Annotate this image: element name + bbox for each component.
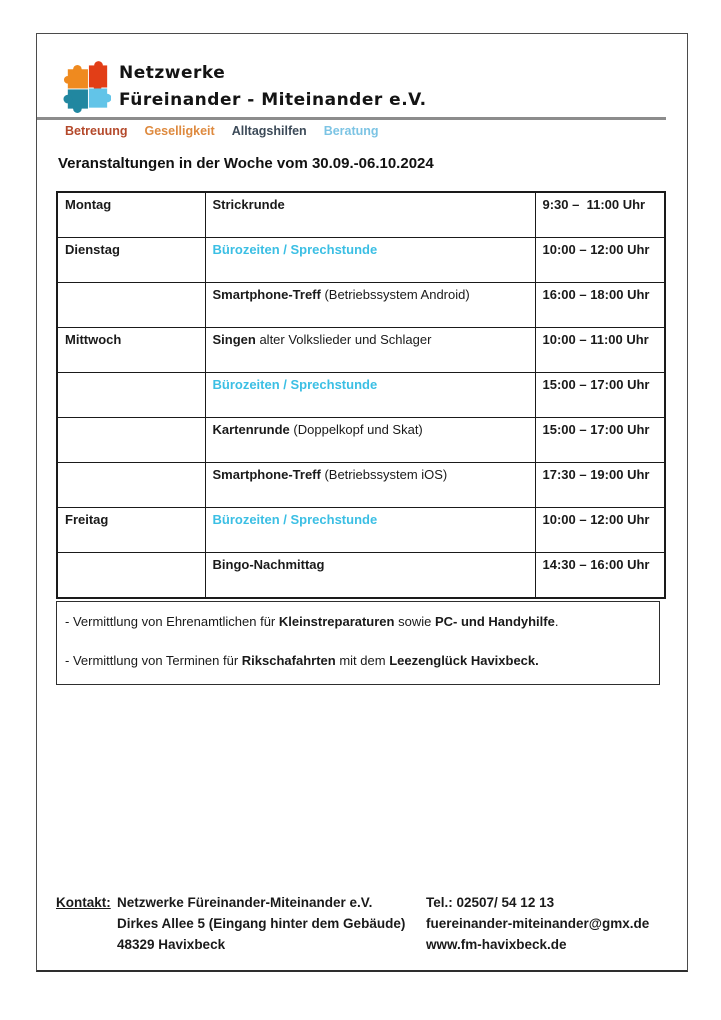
event-label: Kartenrunde [212,422,290,437]
brand-title-line2: Füreinander - Miteinander e.V. [119,90,427,110]
category-nav [65,124,379,138]
event-label: Strickrunde [212,197,285,212]
schedule-row [57,553,665,599]
schedule-time-cell [535,238,665,283]
schedule-time-cell [535,553,665,599]
contact-street: Dirkes Allee 5 (Eingang hinter dem Gebäude) [117,916,406,931]
page-title: Veranstaltungen in der Woche vom 30.09.-06.10.2024 [58,155,434,172]
schedule-event-cell [205,463,535,508]
nav-item-geselligkeit: Geselligkeit [144,124,215,138]
schedule-event-cell [205,238,535,283]
info-text: . [554,614,559,629]
schedule-day-cell [57,418,205,463]
time-label: 14:30 – 16:00 Uhr [542,557,650,572]
puzzle-logo-icon [63,59,111,116]
event-detail: (Betriebssystem Android) [320,287,470,302]
day-label: Montag [65,197,112,212]
contact-email: fuereinander-miteinander@gmx.de [426,916,650,931]
event-label: Smartphone-Treff [212,467,321,482]
puzzle-piece-lightblue [89,88,111,107]
schedule-day-cell [57,328,205,373]
day-label: Dienstag [65,242,120,257]
schedule-day-cell [57,283,205,328]
contact-details [426,892,686,955]
brand-title-line1: Netzwerke [119,63,226,83]
nav-item-betreuung: Betreuung [65,124,128,138]
schedule-day-cell [57,373,205,418]
schedule-row [57,328,665,373]
schedule-event-cell [205,192,535,238]
schedule-time-cell [535,418,665,463]
info-line-rikscha [65,653,651,668]
brand-title [119,60,427,114]
services-info-box [56,601,660,685]
info-line-repairs [65,614,651,629]
schedule-row [57,283,665,328]
schedule-event-cell [205,373,535,418]
puzzle-piece-teal [63,89,87,113]
time-label: 9:30 – 11:00 Uhr [542,197,646,212]
schedule-time-cell [535,373,665,418]
time-label: 10:00 – 11:00 Uhr [542,332,649,347]
schedule-event-cell [205,418,535,463]
event-label: Singen [212,332,256,347]
schedule-row [57,418,665,463]
info-text-bold: PC- und Handyhilfe [434,614,555,629]
schedule-row [57,238,665,283]
event-detail: (Betriebssystem iOS) [320,467,448,482]
header-divider [37,117,666,120]
time-label: 16:00 – 18:00 Uhr [542,287,650,302]
schedule-event-cell [205,508,535,553]
info-text: - Vermittlung von Terminen für [65,653,242,668]
puzzle-piece-red [89,61,107,91]
time-label: 15:00 – 17:00 Uhr [542,377,650,392]
day-label: Mittwoch [65,332,122,347]
schedule-day-cell [57,463,205,508]
event-label: Bürozeiten / Sprechstunde [212,512,378,527]
schedule-row [57,508,665,553]
event-detail: (Doppelkopf und Skat) [289,422,423,437]
schedule-time-cell [535,192,665,238]
day-label: Freitag [65,512,109,527]
event-label: Smartphone-Treff [212,287,321,302]
time-label: 10:00 – 12:00 Uhr [542,512,650,527]
puzzle-piece-orange [64,65,88,89]
info-text-bold: Leezenglück Havixbeck. [389,653,539,668]
schedule-table [56,191,666,599]
info-text-bold: Rikschafahrten [241,653,336,668]
schedule-time-cell [535,463,665,508]
contact-phone: Tel.: 02507/ 54 12 13 [426,895,555,910]
info-text: mit dem [335,653,390,668]
time-label: 17:30 – 19:00 Uhr [542,467,650,482]
schedule-event-cell [205,283,535,328]
event-label: Bürozeiten / Sprechstunde [212,377,378,392]
event-detail: alter Volkslieder und Schlager [255,332,432,347]
event-label: Bingo-Nachmittag [212,557,325,572]
time-label: 15:00 – 17:00 Uhr [542,422,650,437]
schedule-day-cell [57,553,205,599]
info-text-bold: Kleinstreparaturen [278,614,395,629]
schedule-row [57,373,665,418]
nav-item-beratung: Beratung [323,124,379,138]
flyer-page [36,33,688,972]
schedule-time-cell [535,328,665,373]
event-label: Bürozeiten / Sprechstunde [212,242,378,257]
contact-city: 48329 Havixbeck [117,937,226,952]
schedule-time-cell [535,283,665,328]
nav-item-alltagshilfen: Alltagshilfen [231,124,307,138]
schedule-day-cell [57,238,205,283]
schedule-day-cell [57,192,205,238]
contact-org-name: Netzwerke Füreinander-Miteinander e.V. [117,895,373,910]
schedule-row [57,463,665,508]
schedule-time-cell [535,508,665,553]
schedule-event-cell [205,553,535,599]
info-text: sowie [394,614,435,629]
contact-label: Kontakt: [56,895,111,910]
schedule-day-cell [57,508,205,553]
schedule-row [57,192,665,238]
schedule-event-cell [205,328,535,373]
time-label: 10:00 – 12:00 Uhr [542,242,650,257]
contact-website: www.fm-havixbeck.de [426,937,567,952]
contact-address [117,892,417,955]
info-text: - Vermittlung von Ehrenamtlichen für [65,614,279,629]
